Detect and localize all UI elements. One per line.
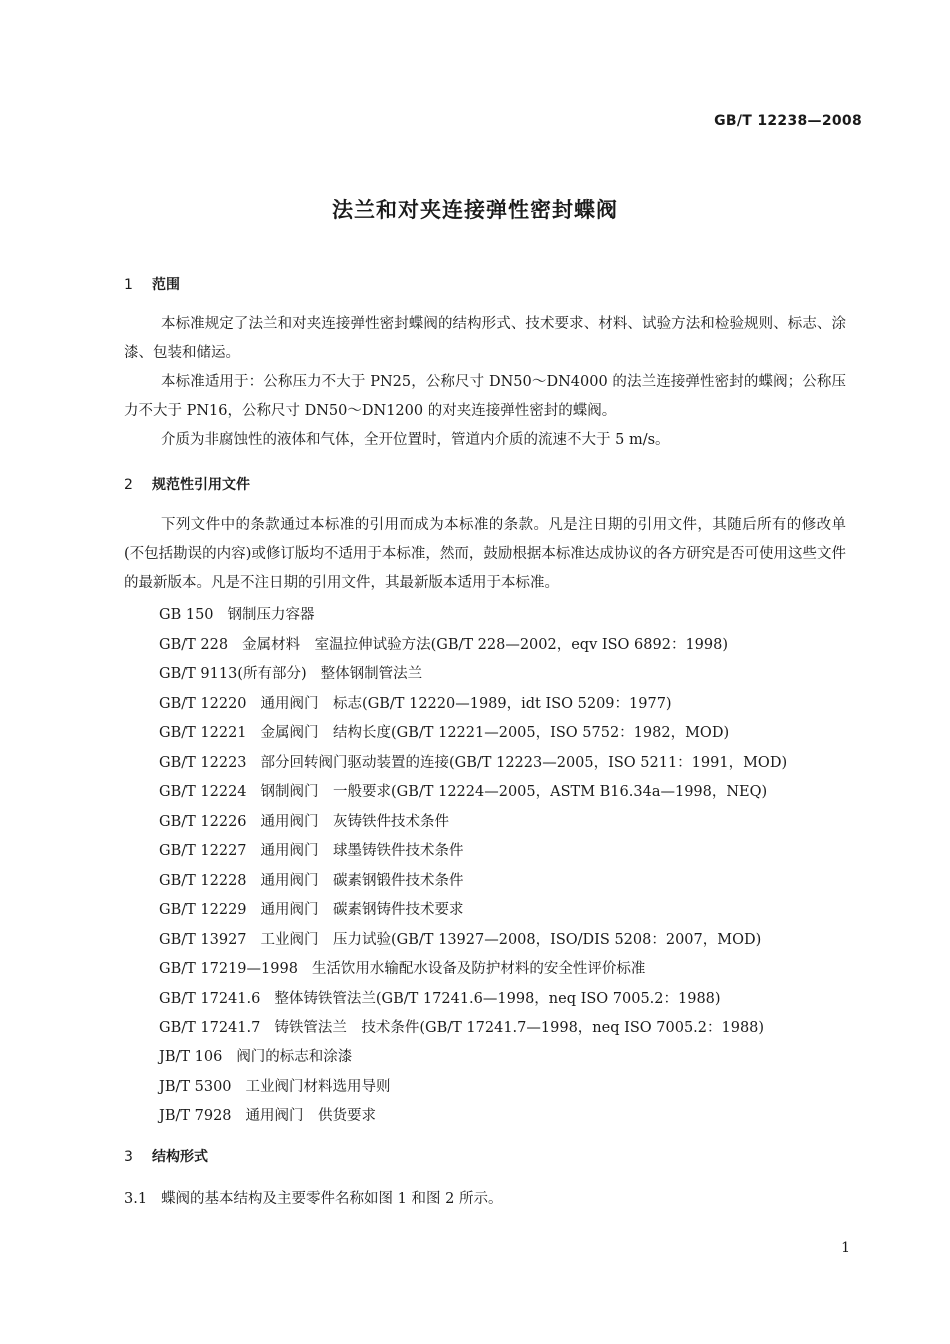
reference-item (159, 869, 464, 890)
reference-item (159, 1016, 764, 1037)
reference-title: 整体钢制管法兰 (320, 666, 423, 682)
reference-code: GB/T 9113(所有部分) (159, 666, 307, 682)
section-number: 2 (124, 477, 133, 493)
reference-code: GB/T 228 (159, 637, 229, 653)
document-title: 法兰和对夹连接弹性密封蝶阀 (332, 198, 618, 222)
reference-item (159, 692, 672, 713)
section-title: 规范性引用文件 (152, 477, 250, 493)
reference-title: 通用阀门 供货要求 (245, 1108, 377, 1124)
section-title: 范围 (152, 277, 180, 293)
reference-item (159, 780, 767, 801)
reference-title: 整体铸铁管法兰(GB/T 17241.6—1998，neq ISO 7005.2：1988) (274, 991, 721, 1007)
reference-item (159, 898, 464, 919)
reference-title: 生活饮用水输配水设备及防护材料的安全性评价标准 (311, 961, 646, 977)
reference-item (159, 810, 449, 831)
paragraph: 介质为非腐蚀性的液体和气体，全开位置时，管道内介质的流速不大于 5 m/s。 (161, 432, 670, 448)
reference-code: GB/T 17241.6 (159, 991, 261, 1007)
section-number: 3 (124, 1149, 133, 1165)
subclause (124, 1187, 502, 1208)
reference-item (159, 662, 422, 683)
reference-item (159, 1045, 352, 1066)
reference-item (159, 928, 761, 949)
reference-code: GB/T 12229 (159, 902, 247, 918)
reference-title: 钢制阀门 一般要求(GB/T 12224—2005，ASTM B16.34a—1998，NEQ) (260, 784, 768, 800)
section-title: 结构形式 (152, 1149, 208, 1165)
reference-item (159, 839, 464, 860)
reference-code: GB/T 12220 (159, 696, 247, 712)
reference-item (159, 603, 315, 624)
reference-code: GB/T 12221 (159, 725, 247, 741)
reference-code: JB/T 106 (159, 1049, 223, 1065)
reference-code: GB/T 17219—1998 (159, 961, 298, 977)
reference-code: JB/T 5300 (159, 1079, 232, 1095)
reference-title: 通用阀门 标志(GB/T 12220—1989，idt ISO 5209：1977) (260, 696, 672, 712)
reference-title: 铸铁管法兰 技术条件(GB/T 17241.7—1998，neq ISO 7005.2：1988) (274, 1020, 765, 1036)
reference-title: 金属阀门 结构长度(GB/T 12221—2005，ISO 5752：1982，MOD) (260, 725, 730, 741)
reference-item (159, 1104, 376, 1125)
reference-item (159, 633, 728, 654)
reference-code: GB/T 12223 (159, 755, 247, 771)
reference-title: 工业阀门材料选用导则 (245, 1079, 391, 1095)
subclause-text: 蝶阀的基本结构及主要零件名称如图 1 和图 2 所示。 (161, 1191, 503, 1207)
reference-code: GB/T 17241.7 (159, 1020, 261, 1036)
standard-code: GB/T 12238—2008 (714, 113, 862, 129)
reference-title: 工业阀门 压力试验(GB/T 13927—2008，ISO/DIS 5208：2007，MOD) (260, 932, 762, 948)
page-number: 1 (841, 1240, 850, 1256)
reference-title: 金属材料 室温拉伸试验方法(GB/T 228—2002，eqv ISO 6892：1998) (242, 637, 729, 653)
reference-code: GB/T 12227 (159, 843, 247, 859)
reference-title: 部分回转阀门驱动装置的连接(GB/T 12223—2005，ISO 5211：1991，MOD) (260, 755, 788, 771)
reference-item (159, 721, 729, 742)
reference-item (159, 987, 721, 1008)
reference-title: 通用阀门 球墨铸铁件技术条件 (260, 843, 464, 859)
section-heading-scope (124, 274, 180, 294)
reference-code: GB 150 (159, 607, 214, 623)
reference-code: JB/T 7928 (159, 1108, 232, 1124)
section-heading-structure (124, 1146, 208, 1166)
reference-item (159, 957, 645, 978)
reference-item (159, 751, 787, 772)
reference-title: 通用阀门 碳素钢锻件技术条件 (260, 873, 464, 889)
reference-title: 钢制压力容器 (227, 607, 315, 623)
reference-title: 通用阀门 碳素钢铸件技术要求 (260, 902, 464, 918)
paragraph: 本标准规定了法兰和对夹连接弹性密封蝶阀的结构形式、技术要求、材料、试验方法和检验规则、标志、涂漆、包装和储运。 (124, 316, 846, 361)
reference-title: 通用阀门 灰铸铁件技术条件 (260, 814, 450, 830)
paragraph: 本标准适用于：公称压力不大于 PN25，公称尺寸 DN50～DN4000 的法兰连接弹性密封的蝶阀；公称压力不大于 PN16，公称尺寸 DN50～DN1200 的对夹连接弹性密封的蝶阀。 (124, 374, 846, 419)
section-number: 1 (124, 277, 133, 293)
paragraph: 下列文件中的条款通过本标准的引用而成为本标准的条款。凡是注日期的引用文件，其随后所有的修改单(不包括勘误的内容)或修订版均不适用于本标准，然而，鼓励根据本标准达成协议的各方研究是否可使用这些文件的最新版本。凡是不注日期的引用文件，其最新版本适用于本标准。 (124, 517, 846, 591)
reference-code: GB/T 12226 (159, 814, 247, 830)
reference-code: GB/T 12228 (159, 873, 247, 889)
reference-code: GB/T 12224 (159, 784, 247, 800)
reference-code: GB/T 13927 (159, 932, 247, 948)
reference-title: 阀门的标志和涂漆 (236, 1049, 353, 1065)
subclause-number: 3.1 (124, 1191, 148, 1207)
section-heading-normative-references (124, 474, 250, 494)
reference-item (159, 1075, 391, 1096)
